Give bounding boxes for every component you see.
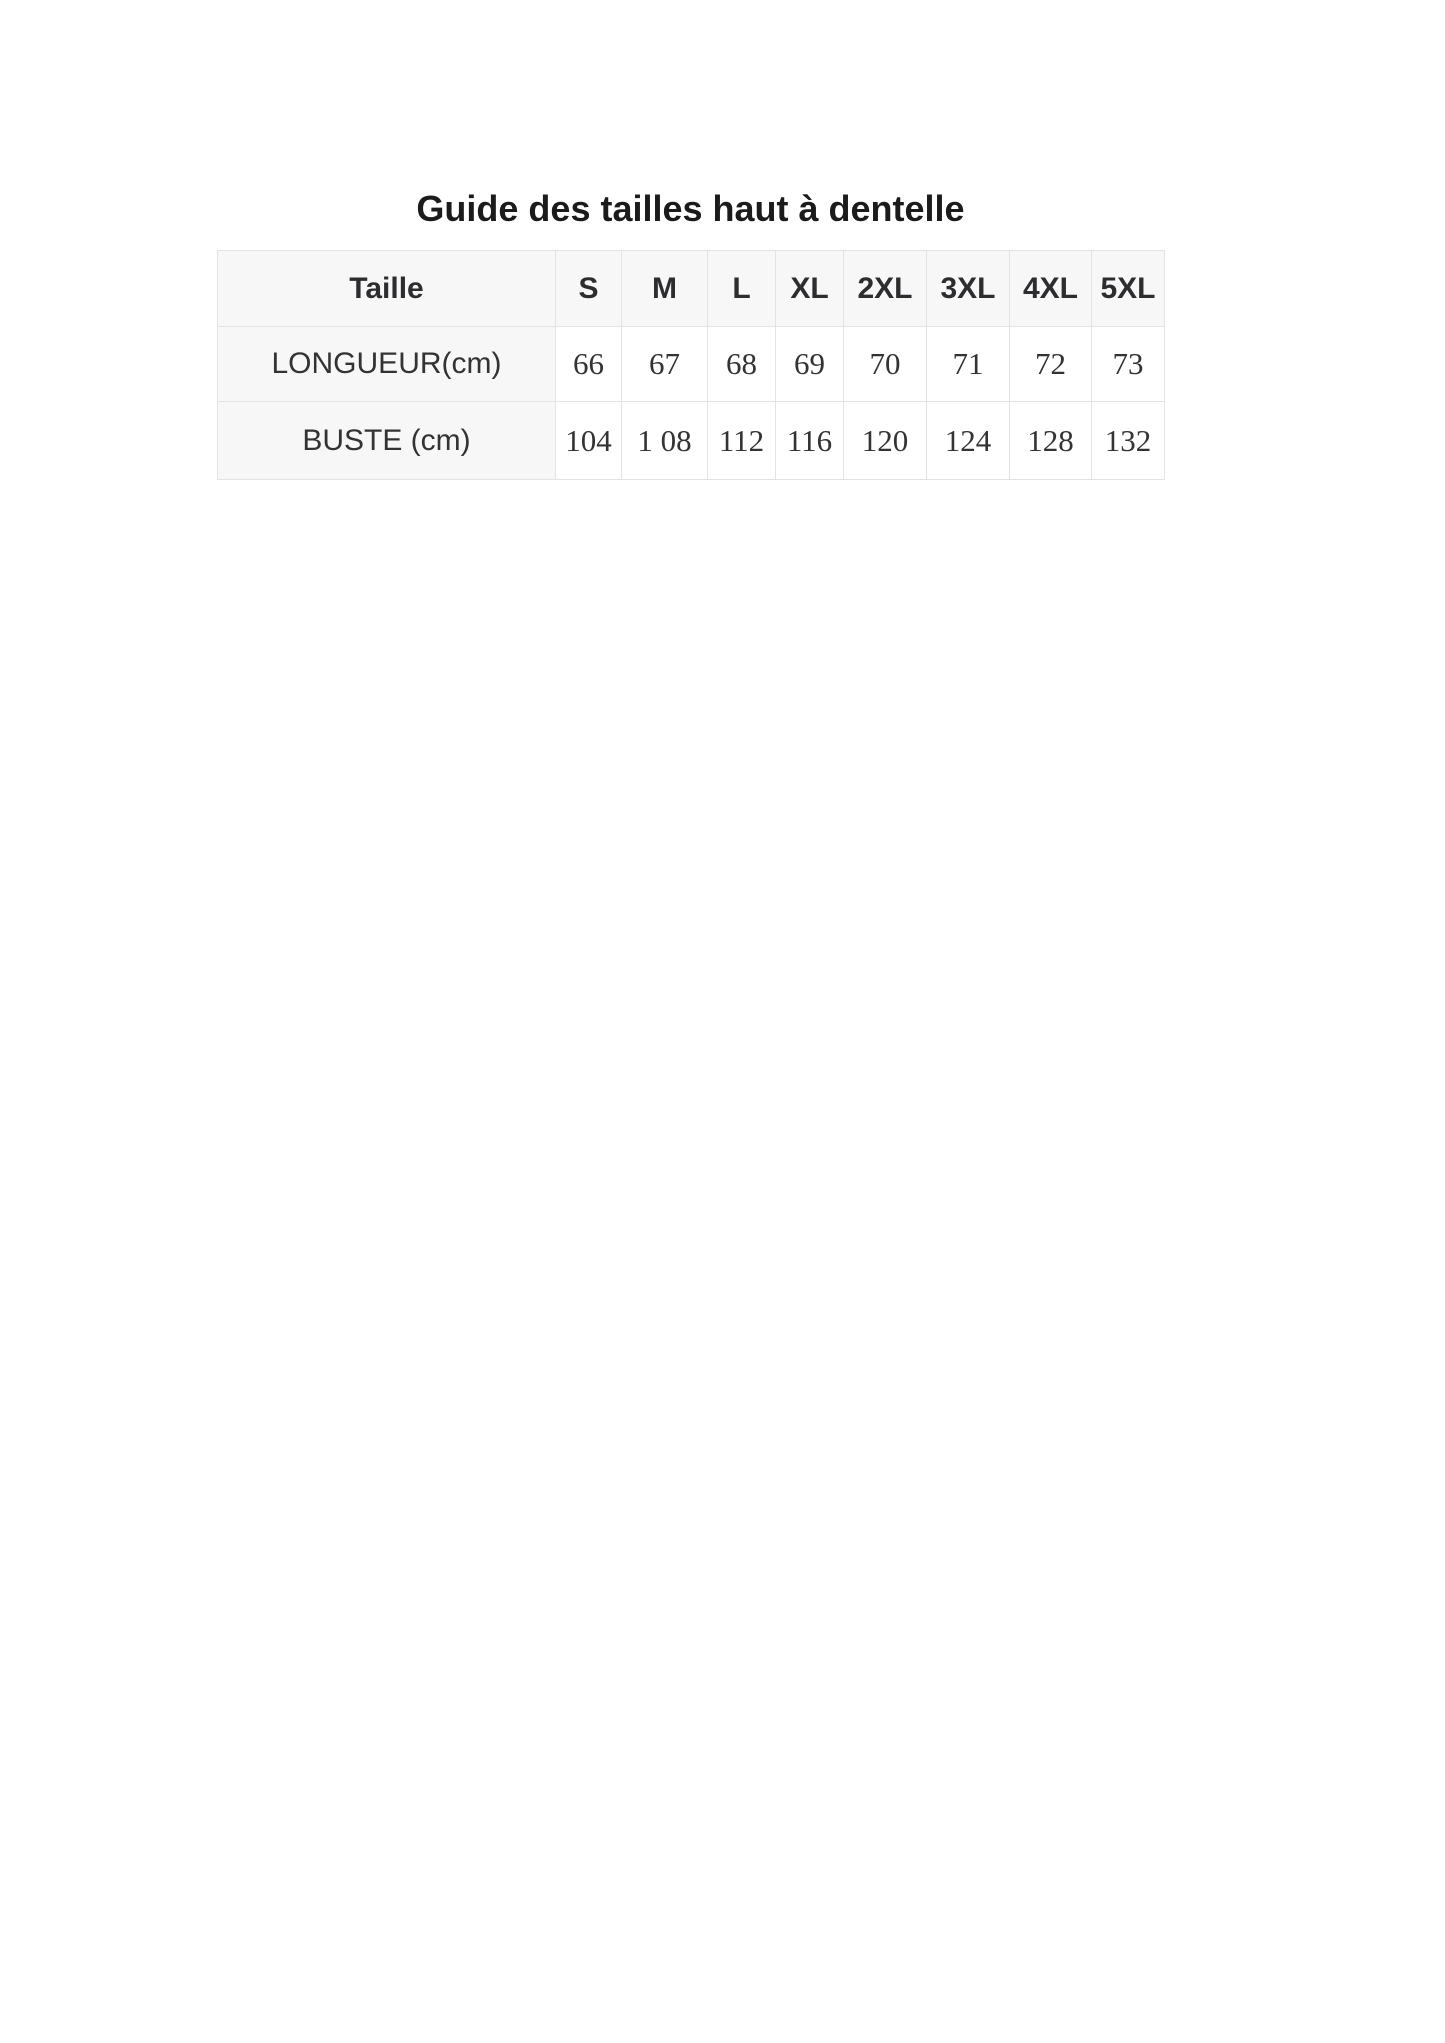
buste-value-xl: 116 [776,402,844,480]
longueur-value-2xl: 70 [844,327,927,402]
row-label-buste: BUSTE (cm) [218,402,556,480]
longueur-value-m: 67 [622,327,708,402]
header-taille: Taille [218,251,556,327]
header-size-2xl: 2XL [844,251,927,327]
table-row-buste [218,402,1165,480]
buste-value-3xl: 124 [927,402,1010,480]
header-size-m: M [622,251,708,327]
header-size-4xl: 4XL [1010,251,1092,327]
size-guide-title: Guide des tailles haut à dentelle [416,188,965,229]
longueur-value-4xl: 72 [1010,327,1092,402]
header-size-5xl: 5XL [1092,251,1165,327]
table-header-row [218,251,1165,327]
buste-value-2xl: 120 [844,402,927,480]
buste-value-4xl: 128 [1010,402,1092,480]
longueur-value-s: 66 [556,327,622,402]
longueur-value-l: 68 [708,327,776,402]
size-guide-table [217,250,1165,480]
longueur-value-5xl: 73 [1092,327,1165,402]
table-row-longueur [218,327,1165,402]
header-size-s: S [556,251,622,327]
buste-value-l: 112 [708,402,776,480]
buste-value-s: 104 [556,402,622,480]
longueur-value-xl: 69 [776,327,844,402]
header-size-l: L [708,251,776,327]
buste-value-5xl: 132 [1092,402,1165,480]
header-size-xl: XL [776,251,844,327]
row-label-longueur: LONGUEUR(cm) [218,327,556,402]
header-size-3xl: 3XL [927,251,1010,327]
buste-value-m: 1 08 [622,402,708,480]
longueur-value-3xl: 71 [927,327,1010,402]
